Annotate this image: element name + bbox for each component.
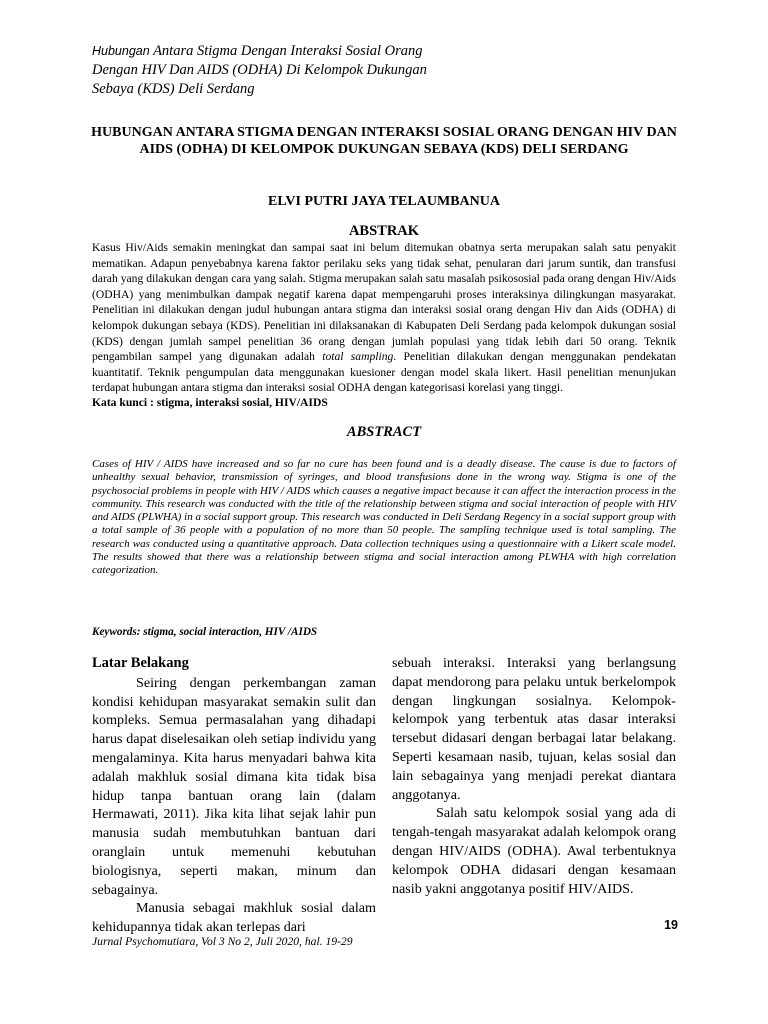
abstract-heading: ABSTRACT — [346, 424, 422, 440]
paragraph: Manusia sebagai makhluk sosial dalam kehidupannya tidak akan terlepas dari — [92, 900, 376, 936]
article-title: HUBUNGAN ANTARA STIGMA DENGAN INTERAKSI SOSIAL ORANG DENGAN HIV DAN AIDS (ODHA) DI KELOMPOK DUKUNGAN SEBAYA (KDS) DELI SERDANG — [91, 125, 677, 157]
abstrak-text-part-2: . Penelitian dilakukan dengan menggunakan pendekatan kuantitatif. Teknik pengumpulan data menggunakan kuesioner dengan model skala likert. Hasil penelitian menunjukan terdapat hubungan antara stigma dan interaksi sosial ODHA dengan kategorisasi korelasi yang tinggi. — [92, 350, 676, 395]
running-head-line-1 — [92, 42, 512, 61]
abstrak-text-part-1: Kasus Hiv/Aids semakin meningkat dan sampai saat ini belum ditemukan obatnya serta merupakan salah satu penyakit mematikan. Adapun penyebabnya karena faktor perilaku seks yang tidak sehat, penularan dari jarum suntik, dan transfusi darah yang dilakukan dengan cara yang salah. Stigma merupakan salah satu masalah psikososial pada orang dengan Hiv/Aids (ODHA) yang menimbulkan dampak negatif karena dapat mempengaruhi proses interaksinya dilingkungan masyarakat. Penelitian ini dilakukan dengan judul hubungan antara stigma dan interaksi sosial orang dengan Hiv dan Aids (ODHA) di kelompok dukungan sebaya (KDS). Penelitian ini dilaksanakan di Kabupaten Deli Serdang pada kelompok dukungan sosial (KDS) dengan jumlah sampel penelitian 36 orang dengan jumlah populasi yang tidak lebih dari 50 orang. Teknik pengambilan sampel yang digunakan adalah — [92, 241, 676, 364]
keywords: Keywords: stigma, social interaction, HIV /AIDS — [92, 626, 318, 638]
running-head — [92, 42, 512, 99]
page-number: 19 — [664, 918, 678, 932]
journal-citation: Jurnal Psychomutiara, Vol 3 No 2, Juli 2020, hal. 19-29 — [92, 935, 353, 948]
body-column-right — [392, 654, 676, 898]
running-head-line-3: Sebaya (KDS) Deli Serdang — [92, 81, 255, 97]
paragraph: Salah satu kelompok sosial yang ada di tengah-tengah masyarakat adalah kelompok orang dengan HIV/AIDS (ODHA). Awal terbentuknya kelompok ODHA didasari dengan kesamaan nasib yakni anggotanya positif HIV/AIDS. — [392, 805, 676, 897]
author-name: ELVI PUTRI JAYA TELAUMBANUA — [268, 194, 500, 209]
running-head-prefix: Hubungan — [92, 44, 150, 58]
section-heading: Latar Belakang — [92, 655, 189, 671]
abstrak-body — [92, 240, 676, 396]
paragraph: Seiring dengan perkembangan zaman kondisi kehidupan masyarakat semakin sulit dan kompleks. Semua permasalahan yang dihadapi harus dapat diselesaikan oleh setiap individu yang mengalaminya. Kita harus menyadari bahwa kita adalah makhluk sosial dimana kita tidak bisa hidup tanpa bantuan orang lain (dalam Hermawati, 2011). Jika kita lihat sejak lahir pun manusia sudah membutuhkan bantuan dari oranglain untuk memenuhi kebutuhan biologisnya, seperti makan, minum dan sebagainya. — [92, 674, 376, 898]
abstrak-heading: ABSTRAK — [348, 223, 420, 239]
abstrak-text-italic: total sampling — [322, 350, 394, 364]
kata-kunci: Kata kunci : stigma, interaksi sosial, HIV/AIDS — [92, 396, 328, 409]
running-head-line-2: Dengan HIV Dan AIDS (ODHA) Di Kelompok Dukungan — [92, 62, 427, 78]
body-column-left — [92, 654, 376, 937]
abstract-body: Cases of HIV / AIDS have increased and so far no cure has been found and is a deadly disease. The cause is due to factors of unhealthy sexual behavior, transmission of syringes, and blood transfusions done in the wrong way. Stigma is one of the psychosocial problems in people with HIV / AIDS which causes a negative impact because it can affect the interaction process in the community. This research was conducted with the title of the relationship between stigma and social interaction of people with HIV and AIDS (PLWHA) in a social support group. This research was conducted in Deli Serdang Regency in a social support group with a total sample of 36 people with a population of no more than 50 people. The sampling technique used is total sampling. The research was conducted using a quantitative approach. Data collection techniques using a questionnaire with a Likert scale model. The results showed that there was a relationship between stigma and social interaction among PLWHA with high correlation categorization. — [92, 458, 676, 577]
paragraph: sebuah interaksi. Interaksi yang berlangsung dapat mendorong para pelaku untuk berkelompok dengan lingkungan sosialnya. Kelompok-kelompok yang terbentuk atas dasar interaksi tersebut didasari dengan berbagai latar belakang. Seperti kesamaan nasib, tujuan, kelas sosial dan lain sebagainya yang menjadi perekat diantara anggotanya. — [392, 655, 676, 803]
running-head-rest: Antara Stigma Dengan Interaksi Sosial Orang — [149, 43, 423, 59]
